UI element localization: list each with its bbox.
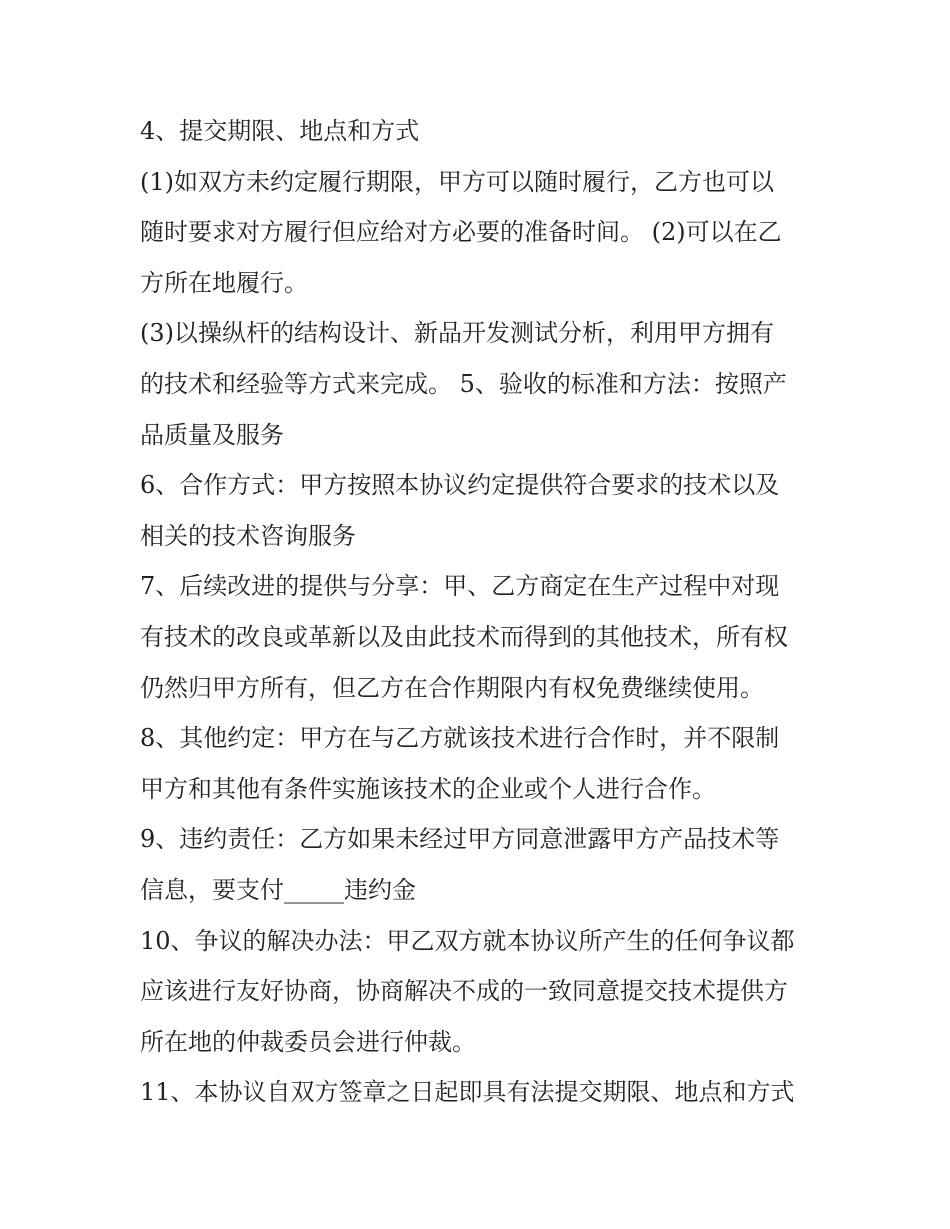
paragraph-section-4 — [140, 106, 820, 157]
text-line: 随时要求对方履行但应给对方必要的准备时间。 (2)可以在乙 — [140, 218, 782, 247]
paragraph-clause-3-section-5 — [140, 308, 820, 460]
paragraph-section-9 — [140, 814, 820, 915]
text-line: 有技术的改良或革新以及由此技术而得到的其他技术，所有权 — [140, 622, 788, 651]
text-line: 信息，要支付_____违约金 — [140, 875, 416, 904]
text-line: 相关的技术咨询服务 — [140, 521, 356, 550]
text-line: 仍然归甲方所有，但乙方在合作期限内有权免费继续使用。 — [140, 673, 764, 702]
text-line: 品质量及服务 — [140, 420, 284, 449]
text-line: 应该进行友好协商，协商解决不成的一致同意提交技术提供方 — [140, 977, 788, 1006]
text-line: 甲方和其他有条件实施该技术的企业或个人进行合作。 — [140, 774, 716, 803]
text-line: 10、争议的解决办法：甲乙双方就本协议所产生的任何争议都 — [140, 926, 795, 955]
text-line: 方所在地履行。 — [140, 268, 308, 297]
paragraph-section-6 — [140, 460, 820, 561]
paragraph-section-11 — [140, 1067, 820, 1118]
text-line: 4、提交期限、地点和方式 — [140, 117, 420, 145]
text-line: (3)以操纵杆的结构设计、新品开发测试分析，利用甲方拥有 — [140, 319, 774, 348]
paragraph-clause-1-2 — [140, 157, 820, 309]
document-body — [140, 106, 820, 1118]
text-line: 的技术和经验等方式来完成。 5、验收的标准和方法：按照产 — [140, 369, 787, 398]
paragraph-section-8 — [140, 713, 820, 814]
text-line: 所在地的仲裁委员会进行仲裁。 — [140, 1027, 476, 1056]
text-line: 7、后续改进的提供与分享：甲、乙方商定在生产过程中对现 — [140, 572, 780, 601]
text-line: 6、合作方式：甲方按照本协议约定提供符合要求的技术以及 — [140, 471, 780, 500]
text-line: 8、其他约定：甲方在与乙方就该技术进行合作时，并不限制 — [140, 724, 780, 753]
paragraph-section-10 — [140, 916, 820, 1068]
text-line: 11、本协议自双方签章之日起即具有法提交期限、地点和方式 — [140, 1078, 795, 1107]
paragraph-section-7 — [140, 561, 820, 713]
text-line: 9、违约责任：乙方如果未经过甲方同意泄露甲方产品技术等 — [140, 825, 780, 854]
text-line: (1)如双方未约定履行期限，甲方可以随时履行，乙方也可以 — [140, 167, 774, 196]
